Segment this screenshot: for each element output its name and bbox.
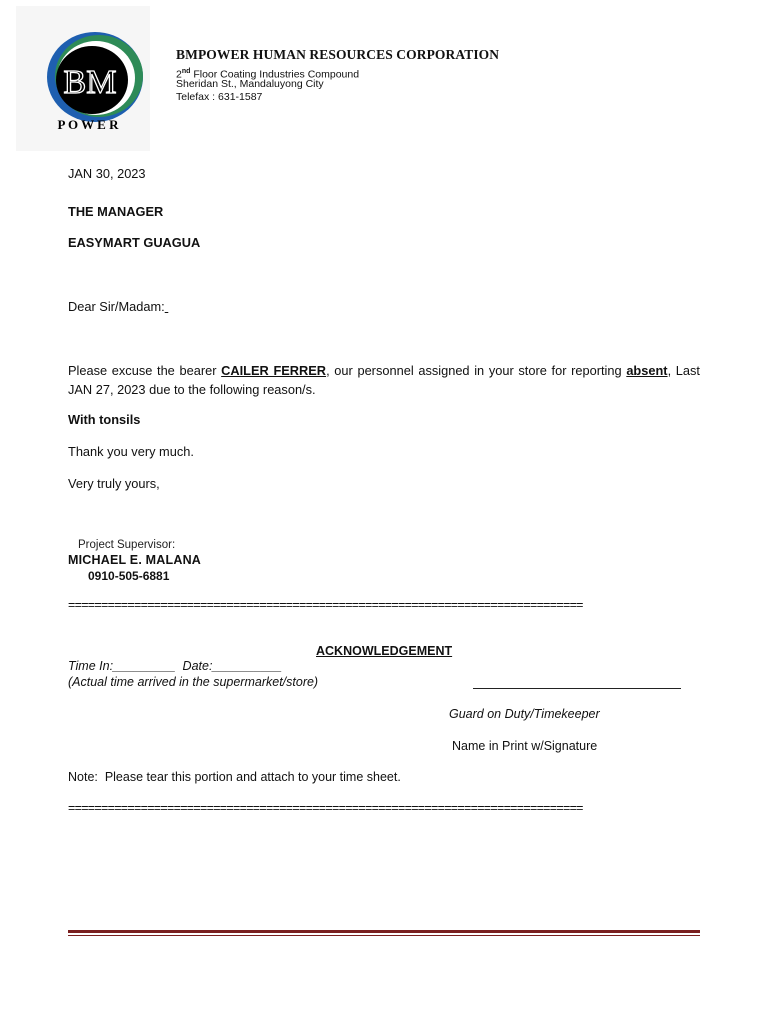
para-text-1: Please excuse the bearer <box>68 363 222 378</box>
closing: Very truly yours, <box>68 476 160 491</box>
separator-top: ============================================================================== <box>68 598 583 612</box>
logo-word: P O W E R <box>57 117 119 132</box>
para-text-3: , Last JAN 27, 2023 due to the following reason/s. <box>68 363 700 397</box>
signature-line <box>473 688 681 689</box>
signer-phone: 0910-505-6881 <box>88 569 170 583</box>
recipient-store: EASYMART GUAGUA <box>68 235 201 250</box>
address-floor-number: 2 <box>176 68 182 81</box>
absence-reason: With tonsils <box>68 412 141 427</box>
salutation <box>68 299 168 314</box>
thank-you: Thank you very much. <box>68 444 194 459</box>
company-name: BMPOWER HUMAN RESOURCES CORPORATION <box>176 47 500 62</box>
separator-bottom: ============================================================================== <box>68 801 583 815</box>
excuse-paragraph <box>68 361 700 399</box>
address-floor-text: Floor Coating Industries Compound <box>190 68 360 81</box>
guard-label: Guard on Duty/Timekeeper <box>449 707 600 721</box>
actual-time-note: (Actual time arrived in the supermarket/store) <box>68 675 319 689</box>
address-line-2: Sheridan St., Mandaluyong City <box>176 78 324 90</box>
address-floor-suffix: nd <box>181 68 191 75</box>
recipient-title: THE MANAGER <box>68 204 164 219</box>
acknowledgement-heading: ACKNOWLEDGEMENT <box>316 644 453 658</box>
signer-role: Project Supervisor: <box>78 539 176 551</box>
footer-rule-thin <box>68 935 700 936</box>
letter-date: JAN 30, 2023 <box>68 166 146 181</box>
footer-rule-thick <box>68 930 700 933</box>
address-line-3: Telefax : 631-1587 <box>176 91 263 103</box>
para-text-2: , our personnel assigned in your store for reporting <box>326 363 627 378</box>
logo-initials: BM <box>63 64 117 101</box>
salutation-text: Dear Sir/Madam: <box>68 299 165 314</box>
salutation-underscore <box>165 299 169 314</box>
print-name-label: Name in Print w/Signature <box>452 739 598 753</box>
signer-name: MICHAEL E. MALANA <box>68 553 202 567</box>
time-date-line: Time In:_________ Date:__________ <box>68 659 282 673</box>
personnel-name: CAILER FERRER <box>221 363 327 378</box>
tear-note: Note: Please tear this portion and attach to your time sheet. <box>68 770 401 784</box>
bmpower-logo <box>16 6 150 151</box>
absence-status: absent <box>626 363 668 378</box>
